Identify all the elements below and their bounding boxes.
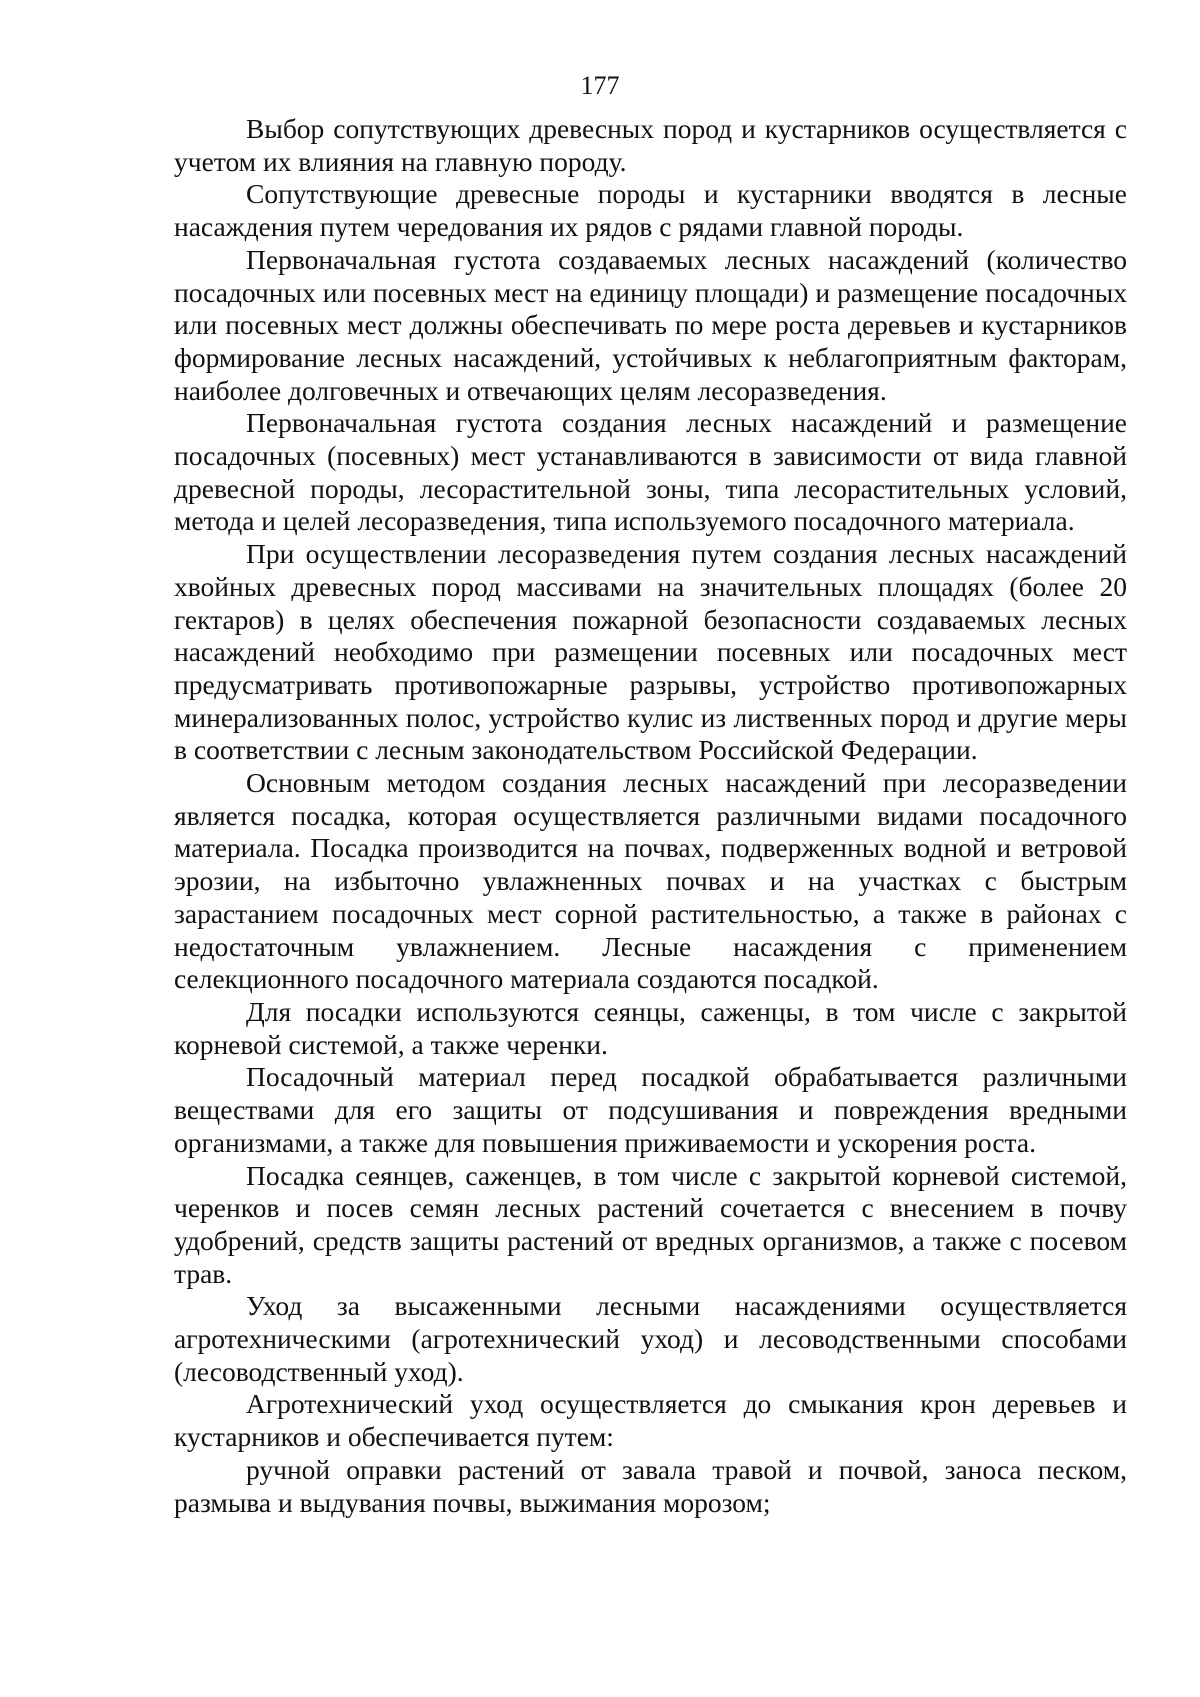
paragraph: Для посадки используются сеянцы, саженцы, в том числе с закрытой корневой системой, а также черенки.	[174, 995, 1127, 1060]
paragraph: Основным методом создания лесных насаждений при лесоразведении является посадка, которая осуществляется различными видами посадочного материала. Посадка производится на почвах, подверженных водной и ветровой эрозии, на избыточно увлажненных почвах и на участках с быстрым зарастанием посадочных мест сорной растительностью, а также в районах с недостаточным увлажнением. Лесные насаждения с применением селекционного посадочного материала создаются посадкой.	[174, 767, 1127, 995]
paragraph: ручной оправки растений от завала травой и почвой, заноса песком, размыва и выдувания почвы, выжимания морозом;	[174, 1453, 1127, 1518]
paragraph: Посадка сеянцев, саженцев, в том числе с закрытой корневой системой, черенков и посев семян лесных растений сочетается с внесением в почву удобрений, средств защиты растений от вредных организмов, а также с посевом трав.	[174, 1159, 1127, 1289]
paragraph: Посадочный материал перед посадкой обрабатывается различными веществами для его защиты от подсушивания и повреждения вредными организмами, а также для повышения приживаемости и ускорения роста.	[174, 1061, 1127, 1158]
paragraph: Агротехнический уход осуществляется до смыкания крон деревьев и кустарников и обеспечивается путем:	[174, 1388, 1127, 1453]
paragraph: Сопутствующие древесные породы и кустарники вводятся в лесные насаждения путем чередования их рядов с рядами главной породы.	[174, 178, 1127, 243]
paragraph: Первоначальная густота создания лесных насаждений и размещение посадочных (посевных) мест устанавливаются в зависимости от вида главной древесной породы, лесорастительной зоны, типа лесорастительных условий, метода и целей лесоразведения, типа используемого посадочного материала.	[174, 407, 1127, 537]
paragraph: Первоначальная густота создаваемых лесных насаждений (количество посадочных или посевных мест на единицу площади) и размещение посадочных или посевных мест должны обеспечивать по мере роста деревьев и кустарников формирование лесных насаждений, устойчивых к неблагоприятным факторам, наиболее долговечных и отвечающих целям лесоразведения.	[174, 243, 1127, 406]
paragraph: При осуществлении лесоразведения путем создания лесных насаждений хвойных древесных пород массивами на значительных площадях (более 20 гектаров) в целях обеспечения пожарной безопасности создаваемых лесных насаждений необходимо при размещении посевных или посадочных мест предусматривать противопожарные разрывы, устройство противопожарных минерализованных полос, устройство кулис из лиственных пород и другие меры в соответствии с лесным законодательством Российской Федерации.	[174, 538, 1127, 766]
page-number: 177	[580, 71, 620, 100]
paragraph: Уход за высаженными лесными насаждениями осуществляется агротехническими (агротехнический уход) и лесоводственными способами (лесоводственный уход).	[174, 1290, 1127, 1387]
paragraph: Выбор сопутствующих древесных пород и кустарников осуществляется с учетом их влияния на главную породу.	[174, 113, 1127, 177]
document-body	[174, 113, 1127, 1519]
